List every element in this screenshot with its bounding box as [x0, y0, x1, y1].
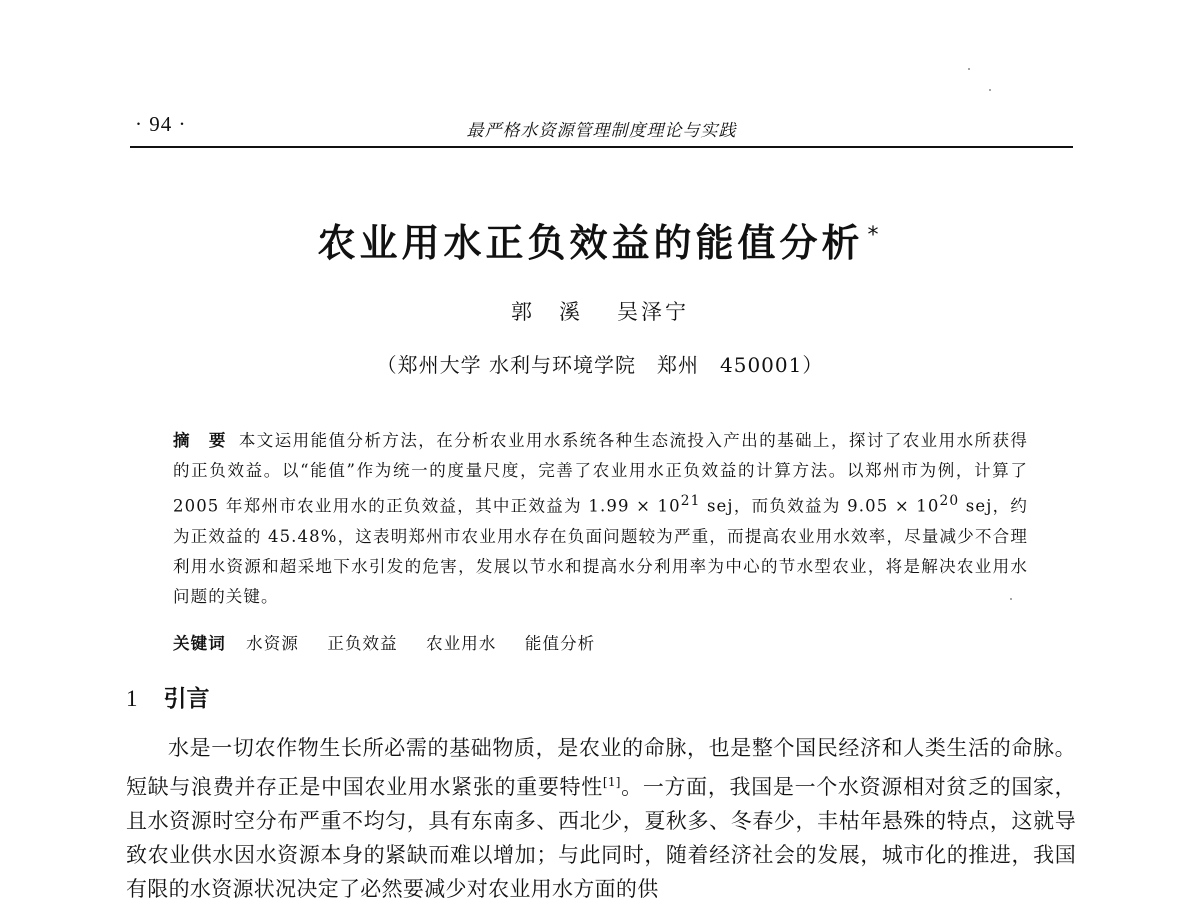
citation-ref: [1]	[602, 775, 621, 789]
keyword-item: 农业用水	[426, 634, 497, 653]
affiliation: （郑州大学 水利与环境学院 郑州 450001）	[376, 353, 824, 377]
article-title-text: 农业用水正负效益的能值分析	[317, 221, 864, 265]
section-heading	[126, 680, 210, 713]
book-title: 最严格水资源管理制度理论与实践	[466, 121, 737, 141]
section-number: 1	[126, 686, 138, 711]
keyword-item: 能值分析	[524, 634, 596, 653]
keyword-item: 正负效益	[327, 634, 398, 653]
header-rule	[130, 146, 1073, 148]
keywords	[173, 630, 1028, 654]
abstract-paragraph	[173, 426, 1028, 612]
body-paragraph	[126, 731, 1076, 906]
keyword-item: 水资源	[246, 634, 299, 653]
scan-speck	[968, 68, 970, 70]
keywords-label: 关键词	[173, 634, 226, 653]
body-text-2: 。一方面，我国是一个水资源相对贫乏的国家，且水资源时空分布严重不均匀，具有东南多、西北少，夏秋多、冬春少，丰枯年悬殊的特点，这就导致农业供水因水资源本身的紧缺而难以增加；与此同时，随着经济社会的发展，城市化的推进，我国有限的水资源状况决定了必然要减少对农业用水方面的供	[126, 775, 1076, 901]
scan-speck	[1010, 598, 1012, 600]
author-2: 吴泽宁	[617, 300, 689, 324]
abstract-exponent-2: 20	[939, 493, 960, 509]
abstract-exponent-1: 21	[680, 493, 701, 509]
body-text	[126, 731, 1076, 906]
abstract-text-1: 本文运用能值分析方法，在分析农业用水系统各种生态流投入产出的基础上，探讨了农业用水所获得的正负效益。以“能值”作为统一的度量尺度，完善了农业用水正负效益的计算方法。以郑州市为例，计算了 2005 年郑州市农业用水的正负效益，其中正效益为 1.99 × 10	[173, 431, 1028, 516]
author-1: 郭 溪	[511, 300, 583, 324]
abstract	[173, 426, 1028, 612]
scan-speck	[989, 89, 991, 91]
article-title	[0, 212, 1200, 267]
abstract-text-2: sej，而负效益为 9.05 × 10	[700, 496, 940, 516]
section-title: 引言	[163, 686, 210, 712]
page-number: · 94 ·	[135, 112, 187, 136]
abstract-text-3: sej，约为正效益的 45.48%，这表明郑州市农业用水存在负面问题较为严重，而提高农业用水效率，尽量减少不合理利用水资源和超采地下水引发的危害，发展以节水和提高水分利用率为中心的节水型农业，将是解决农业用水问题的关键。	[173, 496, 1029, 606]
abstract-label: 摘 要	[173, 431, 227, 450]
body-text-1: 水是一切农作物生长所必需的基础物质，是农业的命脉，也是整个国民经济和人类生活的命脉。短缺与浪费并存正是中国农业用水紧张的重要特性	[126, 736, 1076, 799]
running-header	[130, 108, 1073, 148]
title-footnote-marker: *	[867, 223, 883, 249]
authors	[0, 296, 1200, 326]
